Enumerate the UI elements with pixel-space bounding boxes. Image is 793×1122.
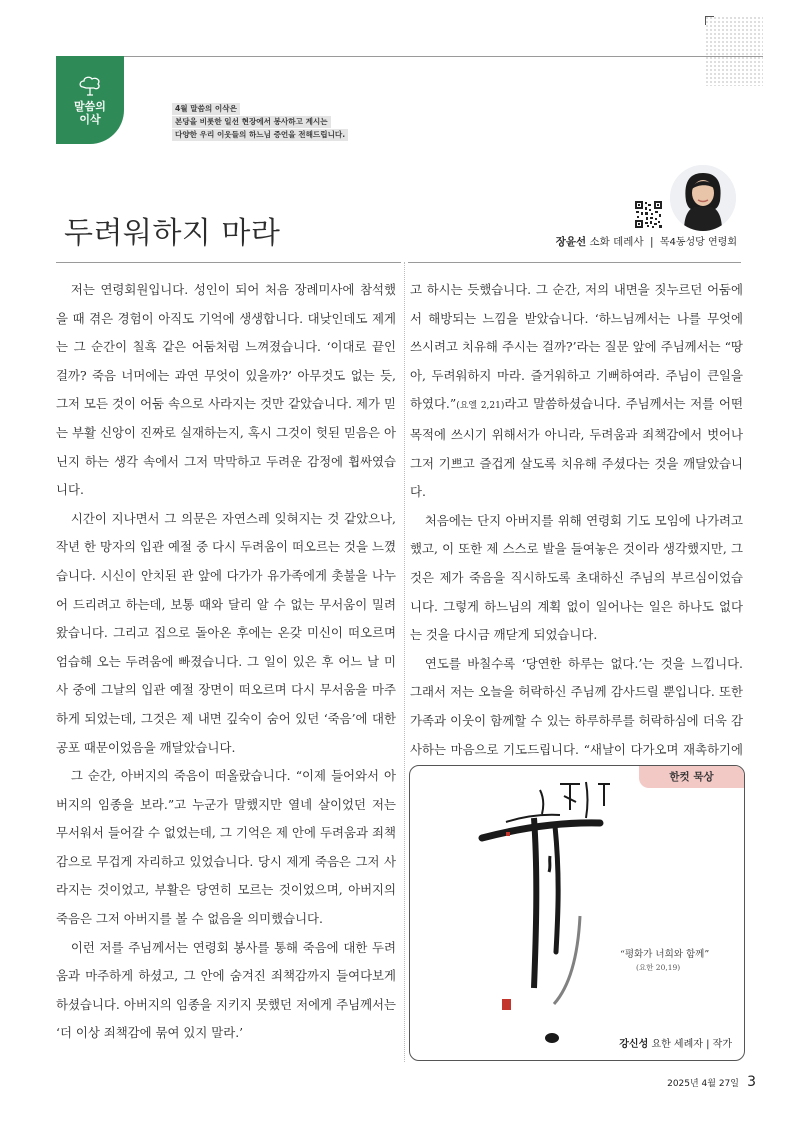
- column-divider: [404, 262, 405, 1062]
- article-paragraph: 그 순간, 아버지의 죽음이 떠올랐습니다. “이제 들어와서 아버지의 임종을 보라.”고 누군가 말했지만 열네 살이었던 저는 무서워서 들어갈 수 없었는데, 그 기억은 제 안에 두려움과 죄책감으로 무겁게 자리하고 있었습니다. 당시 제게 죽음은 그저 사라지는 것이었고, 부활은 당연히 모르는 것이었으며, 아버지의 죽음은 그저 아버지를 볼 수 없음을 의미했습니다.: [56, 768, 396, 927]
- page-number: 3: [747, 1074, 756, 1090]
- card-quote: “평화가 너희와 함께”: [620, 949, 710, 960]
- intro-text: [172, 103, 348, 142]
- calligraphy-cross-artwork: [410, 766, 744, 1060]
- article-title: 두려워하지 마라: [64, 216, 281, 251]
- article-paragraph: 연도를 바칠수록 ‘당연한 하루는 없다.’는 것을 느낍니다. 그래서 저는 오늘을 허락하신 주님께 감사드릴 뿐입니다. 또한 가족과 이웃이 함께할 수 있는 하루하루를 허락하심에 더욱 감사하는 마음으로 기도드립니다. “새날이 다가오며 재촉하기에: [410, 655, 743, 757]
- article-column-right: [410, 276, 743, 793]
- badge-label: 말씀의 이삭: [74, 100, 106, 126]
- artist-role: 작가: [712, 1039, 732, 1050]
- intro-line: 본당을 비롯한 일선 현장에서 봉사하고 계시는: [172, 116, 331, 128]
- body-top-rule-left: [56, 262, 401, 263]
- intro-line: 4월 말씀의 이삭은: [172, 103, 240, 115]
- qr-code-icon[interactable]: [635, 201, 662, 228]
- article-column-left: [56, 276, 396, 1048]
- body-top-rule-right: [408, 262, 741, 263]
- scripture-reference: (요엘 2,21): [456, 401, 505, 412]
- intro-line: 다양한 우리 이웃들의 하느님 증언을 전해드립니다.: [172, 129, 348, 141]
- page-footer: [667, 1071, 756, 1090]
- card-tab-label: 한컷 묵상: [639, 766, 744, 788]
- tree-icon: [78, 76, 102, 96]
- author-role: 목4동성당 연령회: [659, 237, 737, 248]
- issue-date: 2025년 4월 27일: [667, 1079, 739, 1089]
- article-paragraph-continued: 고 하시는 듯했습니다. 그 순간, 저의 내면을 짓누르던 어둠에서 해방되는 느낌을 받았습니다. ‘하느님께서는 나를 무엇에 쓰시려고 치유해 주시는 걸까?’라는 질문 앞에 주님께서는 “땅아, 두려워하지 마라. 즐거워하고 기뻐하여라. 주님이 큰일을 하였다.”(요엘 2,21)라고 말씀하셨습니다. 주님께서는 저를 어떤 목적에 쓰시기 위해서가 아니라, 두려움과 죄책감에서 벗어나 그저 기쁘고 즐겁게 살도록 치유해 주셨다는 것을 깨달았습니다.: [410, 282, 743, 500]
- top-rule: [56, 56, 763, 57]
- credit-separator: |: [706, 1039, 710, 1050]
- author-photo: [670, 165, 736, 231]
- meditation-card: [409, 765, 745, 1061]
- artist-name: 강신성: [619, 1039, 649, 1050]
- byline-separator: |: [649, 236, 654, 248]
- artist-baptismal-name: 요한 세례자: [651, 1039, 703, 1050]
- card-quote-reference: (요한 20,19): [636, 963, 681, 972]
- article-paragraph: 저는 연령회원입니다. 성인이 되어 처음 장례미사에 참석했을 때 겪은 경험이 아직도 기억에 생생합니다. 대낮인데도 제게는 그 순간이 칠흑 같은 어둠처럼 느껴졌습니다. ‘이대로 끝인 걸까? 죽음 너머에는 과연 무엇이 있을까?’ 아무것도 없는 듯, 그저 모든 것이 어둠 속으로 사라지는 것만 같았습니다. 제가 믿는 부활 신앙이 진짜로 실재하는지, 혹시 그것이 헛된 믿음은 아닌지 하는 생각 속에서 그저 막막하고 두려운 감정에 휩싸였습니다.: [56, 282, 396, 498]
- article-paragraph: 처음에는 단지 아버지를 위해 연령회 기도 모임에 나가려고 했고, 이 또한 제 스스로 발을 들여놓은 것이라 생각했지만, 그것은 제가 죽음을 직시하도록 초대하신 주님의 부르심이었습니다. 그렇게 하느님의 계획 없이 일어나는 일은 하나도 없다는 것을 다시금 깨닫게 되었습니다.: [410, 512, 743, 643]
- author-baptismal-name: 소화 데레사: [589, 236, 644, 248]
- article-paragraph: 이런 저를 주님께서는 연령회 봉사를 통해 죽음에 대한 두려움과 마주하게 하셨고, 그 안에 숨겨진 죄책감까지 들여다보게 하셨습니다. 아버지의 임종을 지키지 못했던 저에게 주님께서는 ‘더 이상 죄책감에 묶여 있지 말라.’: [56, 939, 396, 1041]
- article-paragraph: 시간이 지나면서 그 의문은 자연스레 잊혀지는 것 같았으나, 작년 한 망자의 입관 예절 중 다시 두려움이 떠오르는 것을 느꼈습니다. 시신이 안치된 관 앞에 다가가 유가족에게 촛불을 나누어 드리려고 하는데, 보통 때와 달리 알 수 없는 무서움이 밀려왔습니다. 그리고 집으로 돌아온 후에는 온갖 미신이 떠오르며 엄습해 오는 두려움에 빠졌습니다. 그 일이 있은 후 어느 날 미사 중에 그날의 입관 예절 장면이 떠오르며 다시 무서움을 마주하게 되었는데, 그것은 제 내면 깊숙이 숨어 있던 ‘죽음’에 대한 공포 때문이었음을 깨달았습니다.: [56, 510, 396, 755]
- author-byline: [556, 233, 737, 249]
- corner-pattern: [705, 16, 763, 86]
- artist-credit: [619, 1035, 732, 1050]
- section-badge: [56, 56, 124, 144]
- author-name: 장윤선: [555, 236, 587, 248]
